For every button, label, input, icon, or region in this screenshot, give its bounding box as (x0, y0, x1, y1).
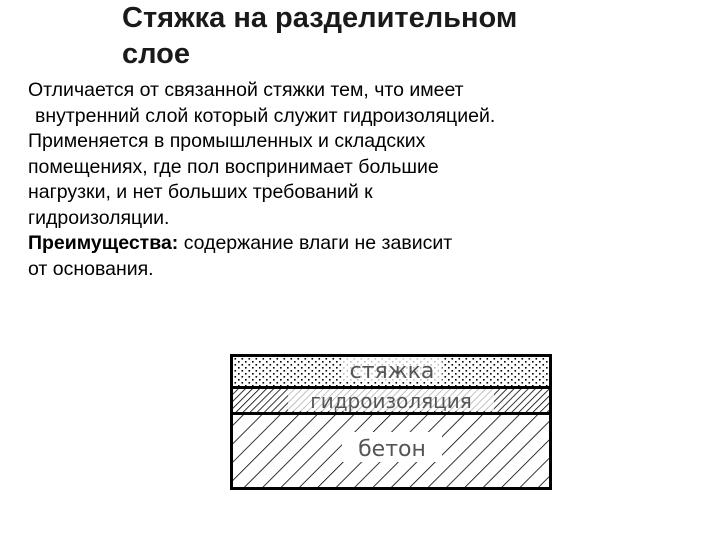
screed-layers-diagram (230, 354, 552, 490)
body-line-1: Отличается от связанной стяжки тем, что имеет (28, 79, 464, 101)
layer-concrete-label: бетон (358, 437, 426, 462)
body-line-7 (28, 231, 628, 257)
advantages-label: Преимущества: (28, 232, 179, 254)
layer-waterproofing-label: гидроизоляция (310, 389, 472, 413)
layer-screed-label: стяжка (349, 359, 435, 384)
slide-body (28, 78, 628, 282)
body-line-3: Применяется в промышленных и складских (28, 130, 426, 152)
body-line-6: гидроизоляции. (28, 206, 170, 229)
body-line-4: помещениях, где пол воспринимает большие (28, 155, 439, 178)
slide-title (122, 0, 682, 72)
title-line-2: слое (122, 38, 191, 70)
advantages-text: содержание влаги не зависит (178, 232, 453, 254)
body-line-8: от основания. (28, 257, 154, 280)
body-line-2: внутренний слой который служит гидроизоляцией. (35, 104, 496, 127)
body-line-5: нагрузки, и нет больших требований к (28, 181, 373, 203)
title-line-1: Стяжка на разделительном (122, 2, 518, 34)
